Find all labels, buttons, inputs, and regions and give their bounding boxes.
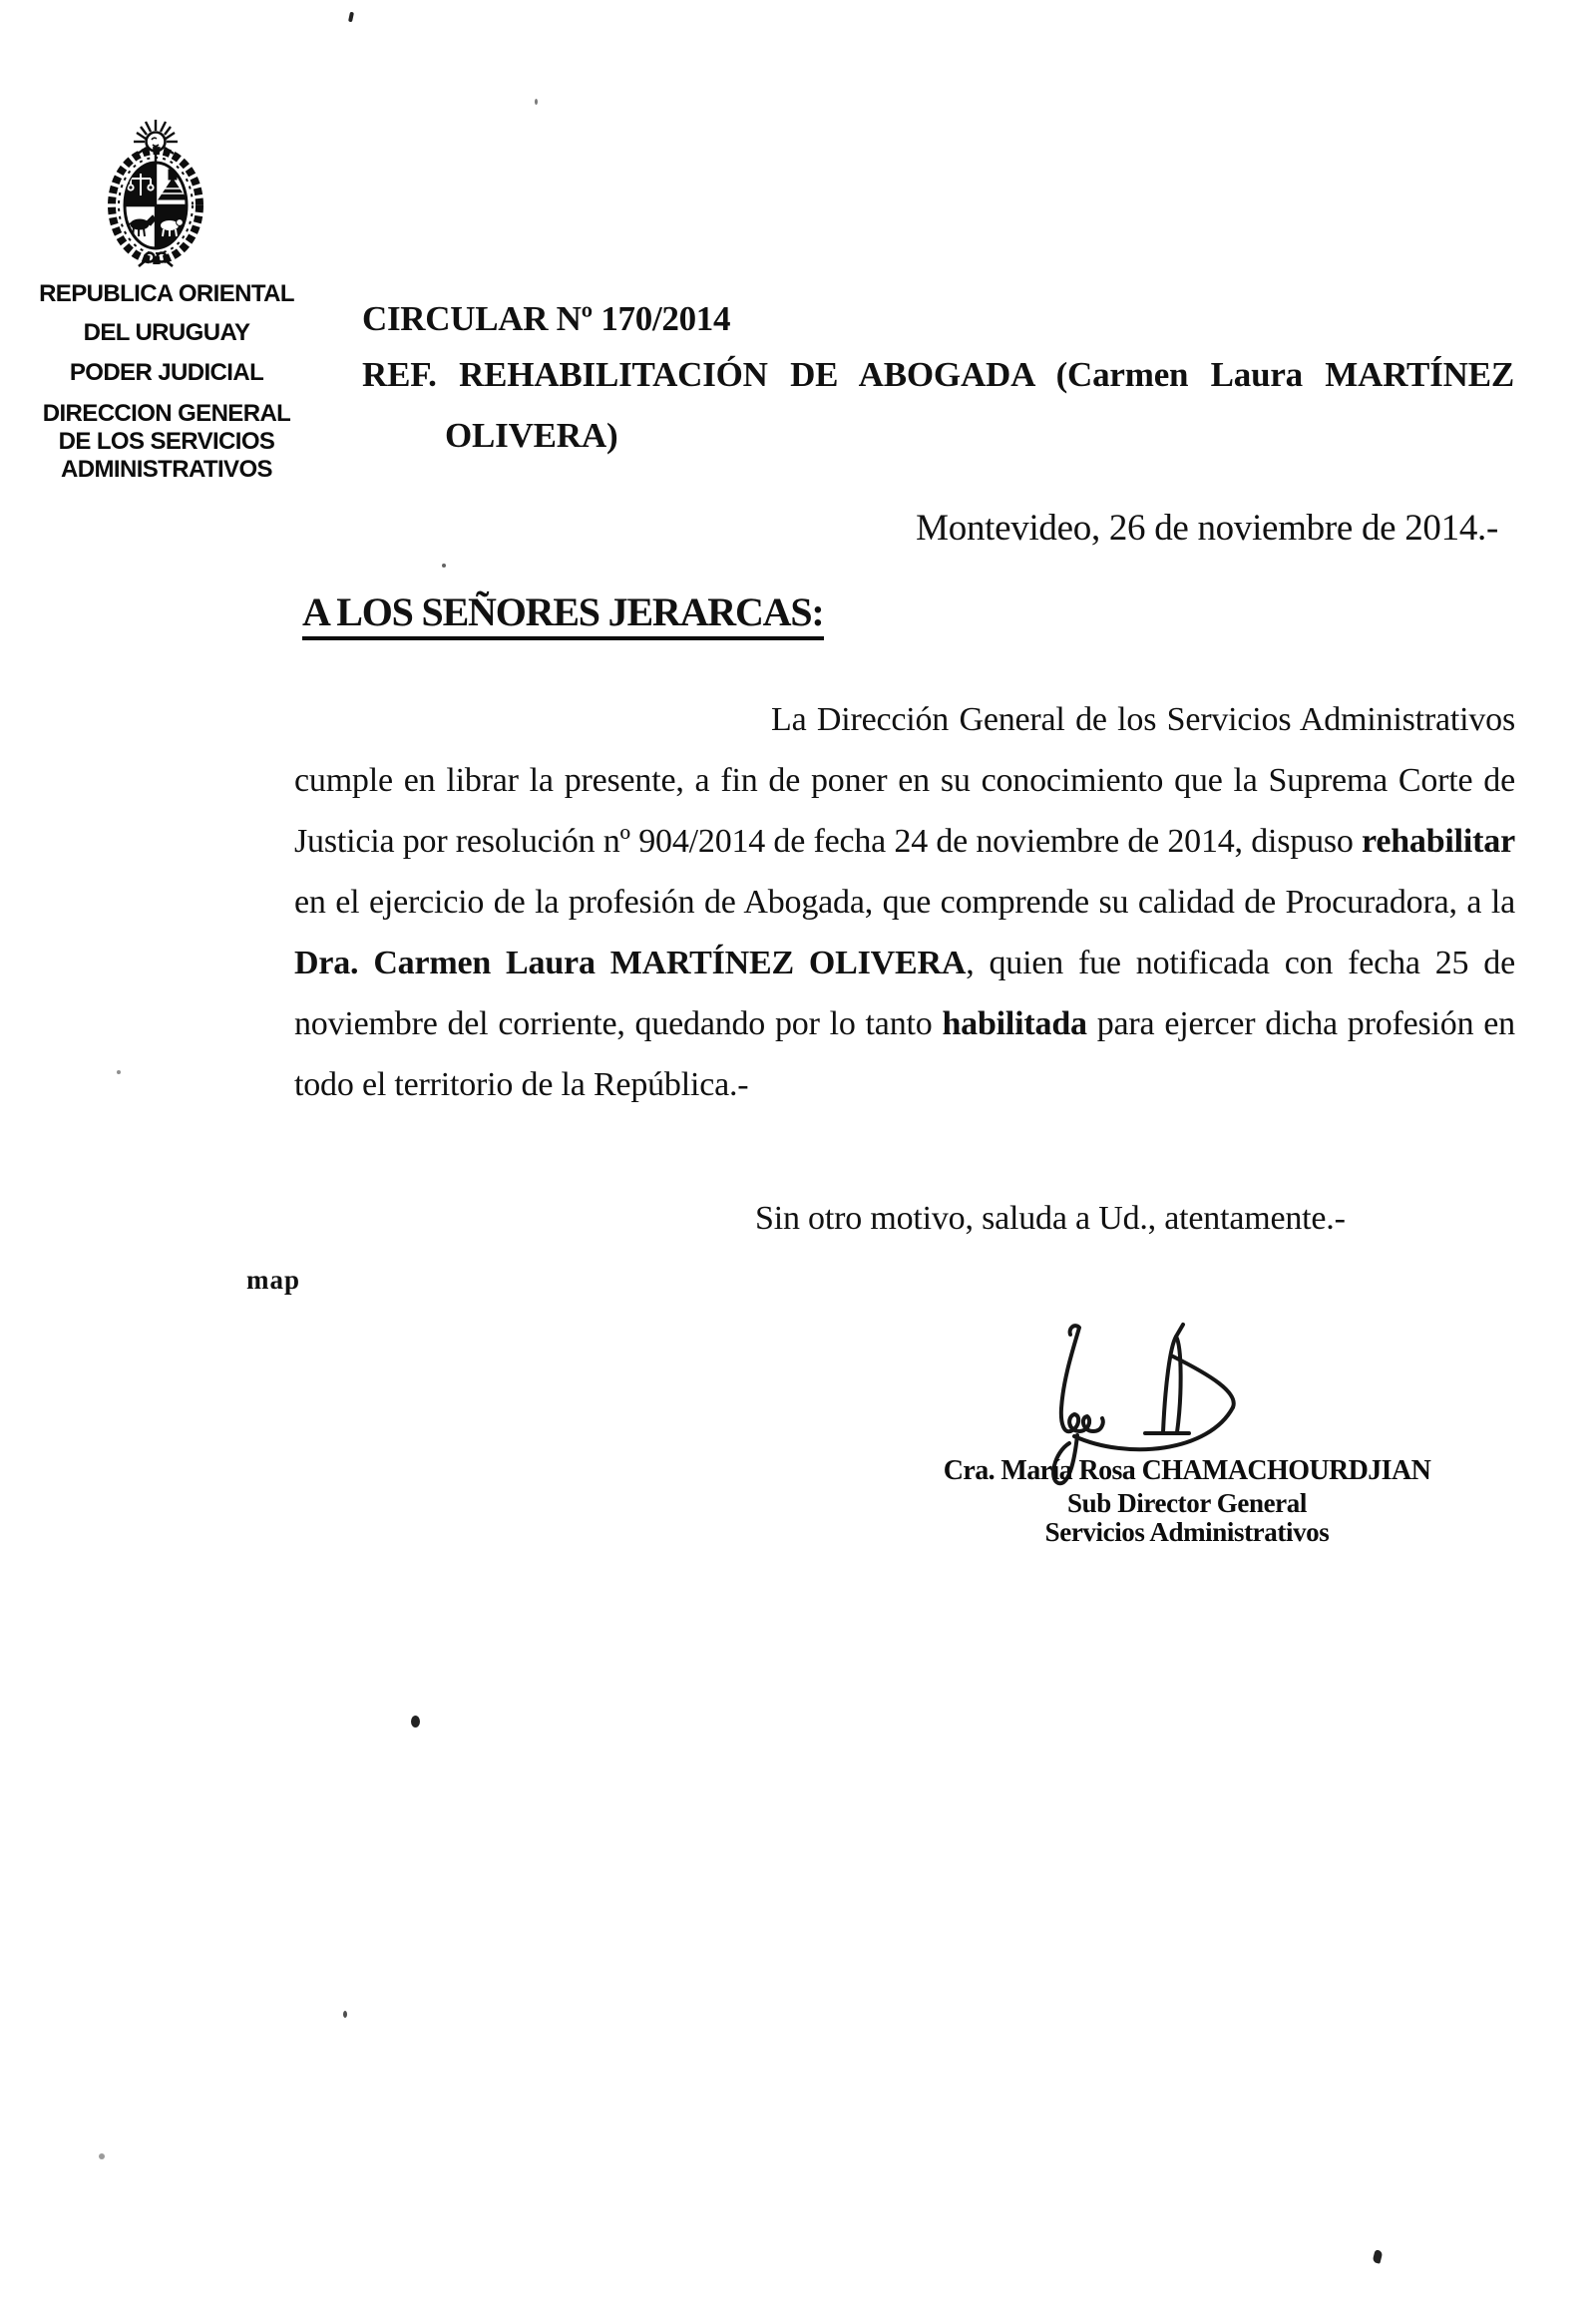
dateline: Montevideo, 26 de noviembre de 2014.-: [916, 508, 1498, 549]
scan-speck: [99, 2153, 105, 2159]
letterhead-line: DEL URUGUAY: [83, 319, 250, 346]
scan-speck: [343, 2011, 347, 2018]
signatory-title: Sub Director General: [1067, 1488, 1307, 1518]
closing-line: Sin otro motivo, saluda a Ud., atentamente.-: [755, 1200, 1346, 1237]
signature-block: [928, 1452, 1446, 1547]
body-paragraph: La Dirección General de los Servicios Administrativos cumple en librar la presente, a fin de poner en su conocimiento que la Suprema Corte de Justicia por resolución nº 904/2014 de fecha 24 de noviembre de 2014, dispuso rehabilitar en el ejercicio de la profesión de Abogada, que comprende su calidad de Procuradora, a la Dra. Carmen Laura MARTÍNEZ OLIVERA, quien fue notificada con fecha 25 de noviembre del corriente, quedando por lo tanto habilitada para ejercer dicha profesión en todo el territorio de la República.-: [294, 701, 1516, 1103]
signatory-name: Cra. María Rosa CHAMACHOURDJIAN: [943, 1455, 1431, 1486]
scan-speck: [442, 564, 446, 568]
letterhead-line: DE LOS SERVICIOS: [58, 428, 275, 455]
letterhead-line: PODER JUDICIAL: [69, 359, 264, 386]
coat-of-arms-uruguay-icon: [100, 118, 211, 267]
letterhead-line: REPUBLICA ORIENTAL: [39, 280, 294, 307]
signatory-office: Servicios Administrativos: [1044, 1517, 1330, 1547]
scan-speck: [535, 99, 538, 105]
reference-subject-line1: REF. REHABILITACIÓN DE ABOGADA (Carmen Laura MARTÍNEZ: [362, 355, 1514, 394]
letterhead-line: DIRECCION GENERAL: [42, 400, 291, 427]
typist-initials: map: [246, 1265, 301, 1295]
scan-speck: [1373, 2249, 1384, 2264]
circular-number: CIRCULAR Nº 170/2014: [362, 299, 731, 338]
salutation: A LOS SEÑORES JERARCAS:: [302, 588, 824, 640]
letterhead: [34, 280, 299, 484]
letterhead-line: ADMINISTRATIVOS: [61, 456, 272, 483]
scan-speck: [411, 1716, 420, 1728]
scan-speck: [348, 12, 354, 23]
reference-subject-line2: OLIVERA): [445, 416, 618, 455]
scan-speck: [117, 1070, 121, 1074]
